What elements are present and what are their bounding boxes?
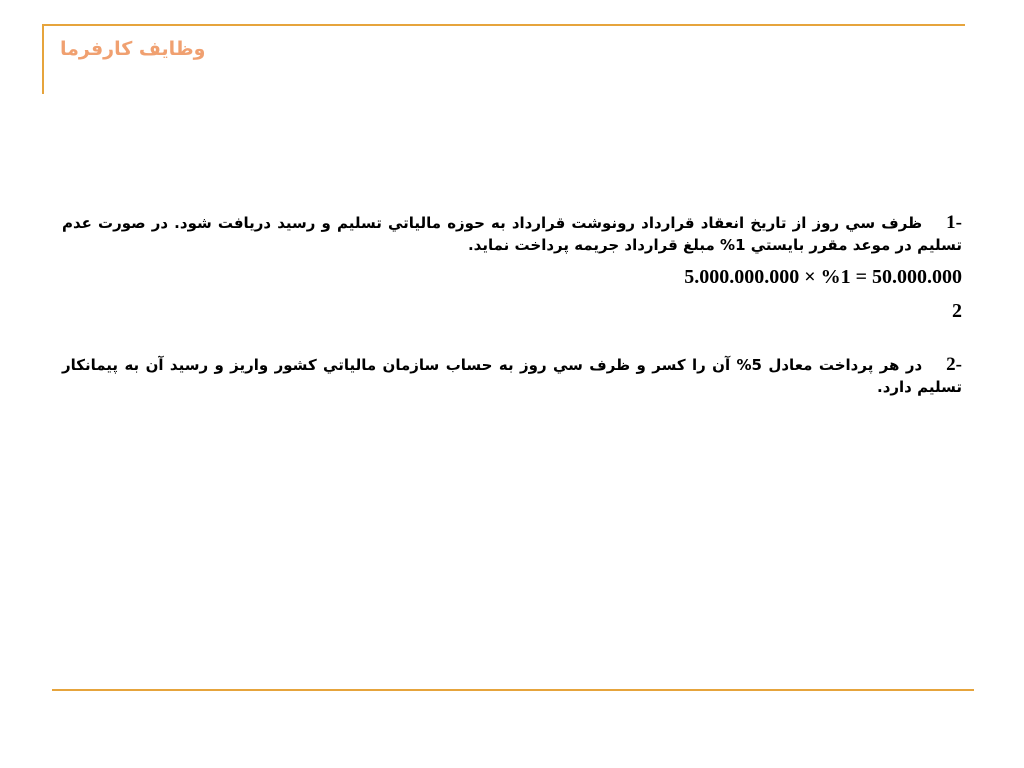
item-number: -1 [946,212,962,233]
list-item-1 [62,212,962,256]
left-rule [42,24,44,94]
item-text: در هر پرداخت معادل 5% آن را كسر و ظرف سي روز به حساب سازمان مالياتي كشور واريز و رسيد آن به پيمانكار تسليم دارد. [62,356,962,396]
bottom-rule [52,689,974,691]
list-item-2 [62,354,962,398]
formula-line-1: 5.000.000.000 × %1 = 50.000.000 [684,266,962,288]
spacer [62,324,962,354]
slide-content [62,212,962,398]
item-text: ظرف سي روز از تاريخ انعقاد قرارداد رونوشت قرارداد به حوزه مالياتي تسليم و رسيد دريافت شود. در صورت عدم تسليم در موعد مقرر بايستي 1% مبلغ قرارداد جريمه پرداخت نمايد. [62,214,962,254]
top-rule [43,24,965,26]
slide-title: وظايف كارفرما [60,38,206,60]
formula-line-2: 2 [952,300,962,322]
item-number: -2 [946,354,962,375]
